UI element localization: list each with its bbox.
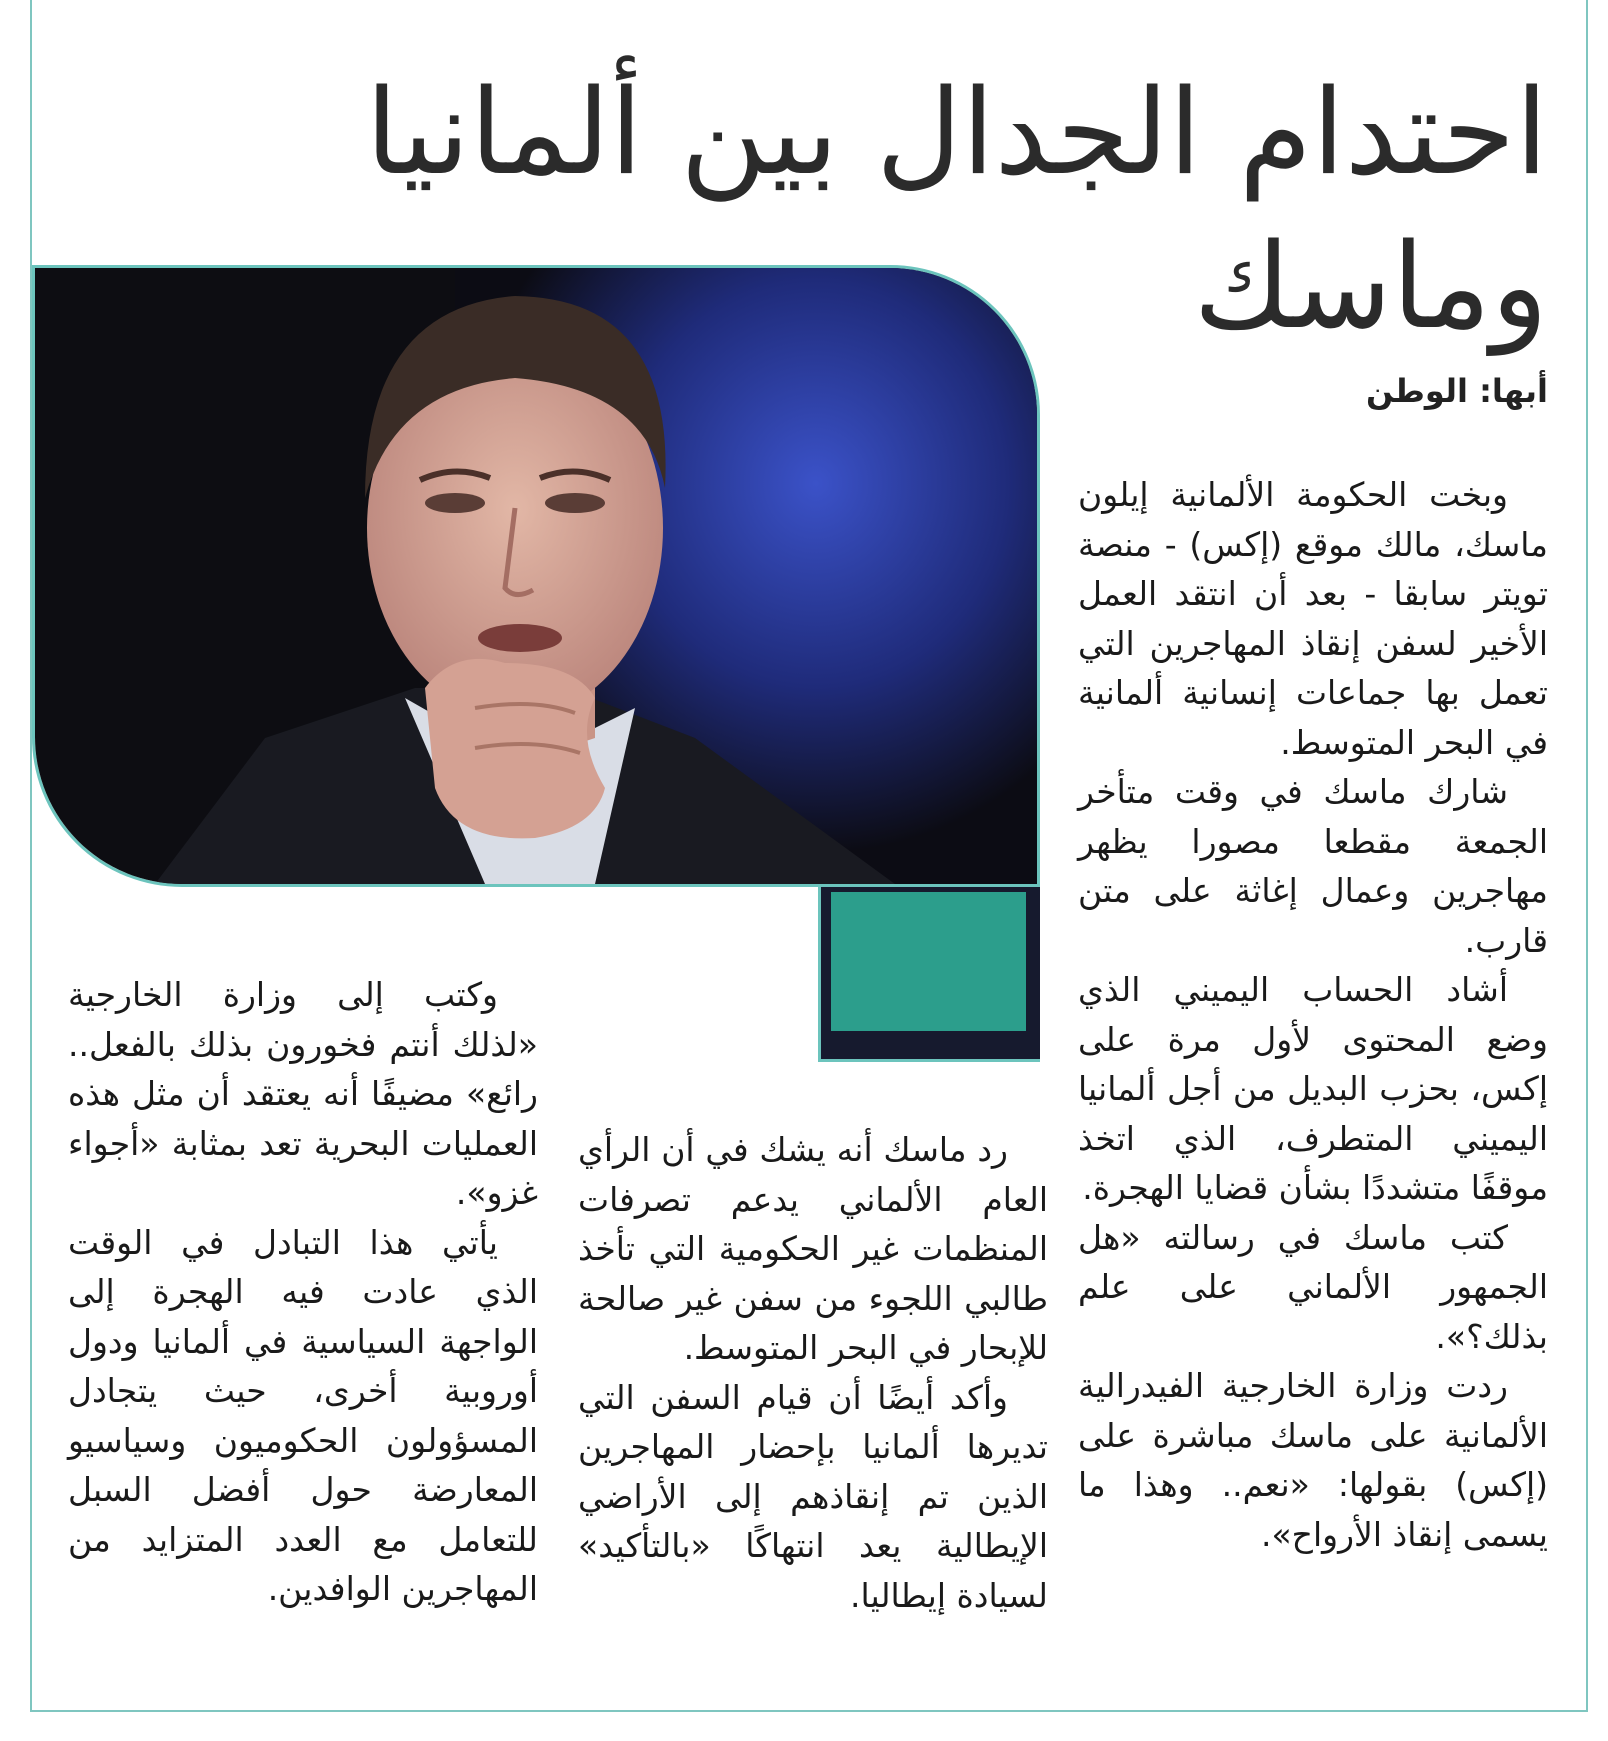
portrait-illustration: [35, 268, 1037, 884]
paragraph: وأكد أيضًا أن قيام السفن التي تديرها ألمانيا بإحضار المهاجرين الذين تم إنقاذهم إلى الأراضي الإيطالية يعد انتهاكًا «بالتأكيد» لسيادة إيطاليا.: [578, 1377, 1048, 1615]
paragraph: وكتب إلى وزارة الخارجية «لذلك أنتم فخورون بذلك بالفعل.. رائع» مضيفًا أنه يعتقد أن مثل هذه العمليات البحرية تعد بمثابة «أجواء غزو».: [68, 975, 538, 1212]
paragraph: ردت وزارة الخارجية الفيدرالية الألمانية على ماسك مباشرة على (إكس) بقولها: «نعم.. وهذا ما يسمى إنقاذ الأرواح».: [1078, 1366, 1548, 1554]
paragraph: وبخت الحكومة الألمانية إيلون ماسك، مالك موقع (إكس) - منصة تويتر سابقا - بعد أن انتقد العمل الأخير لسفن إنقاذ المهاجرين التي تعمل بها جماعات إنسانية ألمانية في البحر المتوسط.: [1078, 475, 1548, 762]
byline: أبها: الوطن: [1365, 372, 1548, 410]
article-column-right: [1078, 470, 1548, 1559]
headline: احتدام الجدال بين ألمانيا وماسك: [365, 63, 1548, 355]
decorative-accent-block: [818, 887, 1040, 1062]
paragraph: رد ماسك أنه يشك في أن الرأي العام الألماني يدعم تصرفات المنظمات غير الحكومية التي تأخذ طالبي اللجوء من سفن غير صالحة للإبحار في البحر المتوسط.: [578, 1130, 1048, 1367]
portrait-photo: [32, 265, 1040, 887]
paragraph: يأتي هذا التبادل في الوقت الذي عادت فيه الهجرة إلى الواجهة السياسية في ألمانيا ودول أوروبية أخرى، حيث يتجادل المسؤولون الحكوميون وسياسيو المعارضة حول أفضل السبل للتعامل مع العدد المتزايد من المهاجرين الوافدين.: [68, 1222, 538, 1608]
paragraph: أشاد الحساب اليميني الذي وضع المحتوى لأول مرة على إكس، بحزب البديل من أجل ألمانيا اليميني المتطرف، الذي اتخذ موقفًا متشددًا بشأن قضايا الهجرة.: [1078, 970, 1548, 1207]
paragraph: شارك ماسك في وقت متأخر الجمعة مقطعا مصورا يظهر مهاجرين وعمال إغاثة على متن قارب.: [1078, 772, 1548, 960]
paragraph: كتب ماسك في رسالته «هل الجمهور الألماني على علم بذلك؟».: [1078, 1217, 1548, 1356]
article-column-left: [68, 970, 538, 1614]
article-column-middle: [578, 1125, 1048, 1620]
accent-fill: [831, 892, 1026, 1031]
